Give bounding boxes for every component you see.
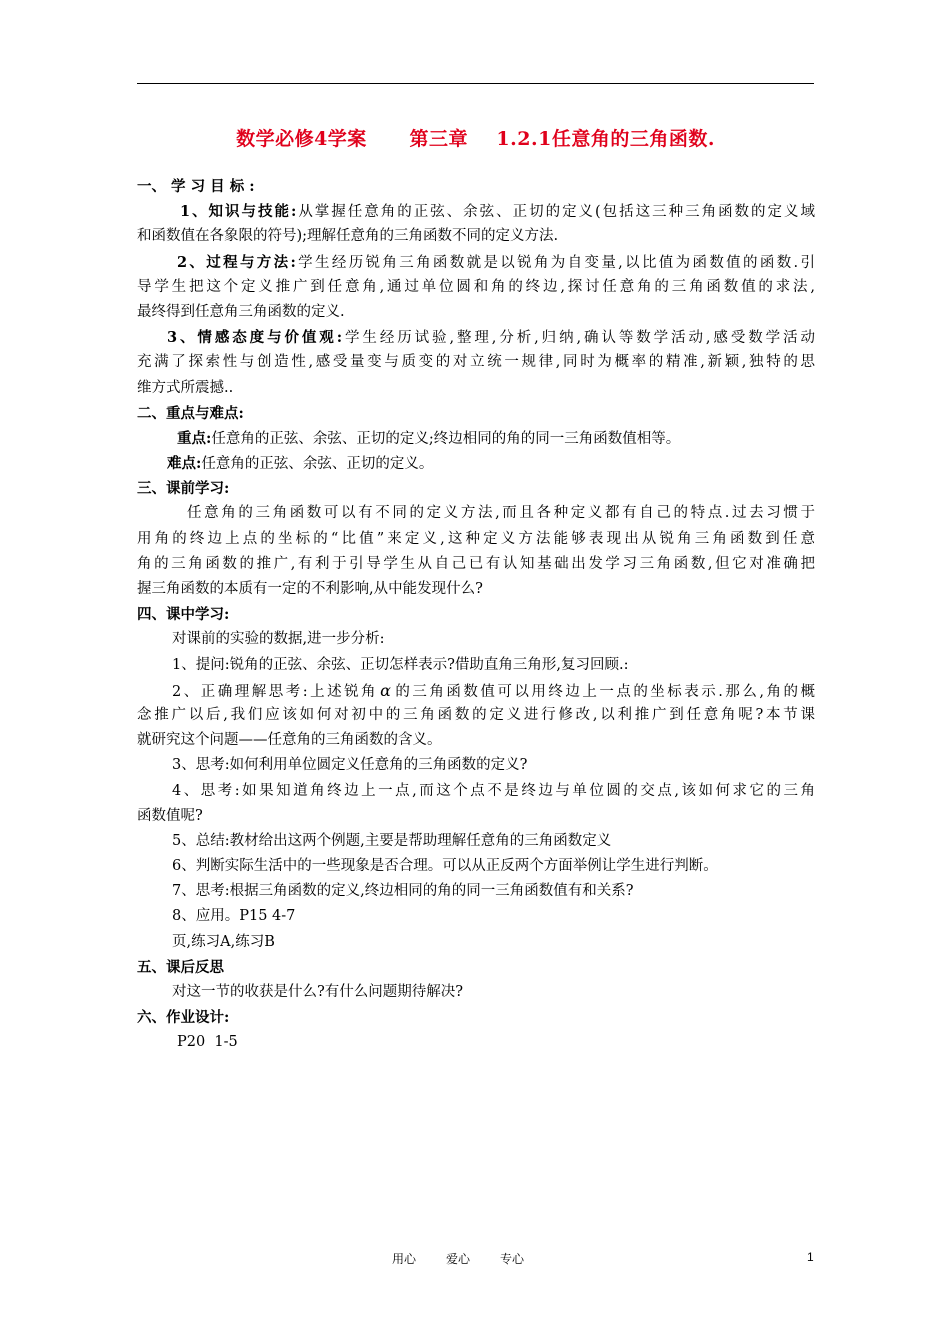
inclass-item-2-line-2: 念推广以后,我们应该如何对初中的三角函数的定义进行修改,以利推广到任意角呢?本节课 <box>137 706 815 723</box>
paragraph-process-line-2: 导学生把这个定义推广到任意角,通过单位圆和角的终边,探讨任意角的三角函数值的求法, <box>137 278 815 295</box>
difficulty-line <box>137 451 815 476</box>
inclass-item-2-line-3: 就研究这个问题——任意角的三角函数的含义。 <box>137 732 442 749</box>
inclass-item-8-line-2: 页,练习A,练习B <box>172 933 275 950</box>
text-item-2a: 2、正确理解思考:上述锐角 <box>172 683 379 700</box>
prestudy-line-3: 角的三角函数的推广,有利于引导学生从自己已有认知基础出发学习三角函数,但它对准确把 <box>137 555 815 572</box>
document-body <box>137 174 815 1056</box>
text-knowledge-1: 从掌握任意角的正弦、余弦、正切的定义(包括这三种三角函数的定义域 <box>296 204 815 221</box>
footer-word-2: 爱心 <box>446 1252 471 1266</box>
text-process-1: 学生经历锐角三角函数就是以锐角为自变量,以比值为函数值的函数.引 <box>295 254 815 271</box>
inclass-item-8: 8、应用。P15 4-7 <box>172 908 296 925</box>
text-difficulty: 任意角的正弦、余弦、正切的定义。 <box>201 456 434 473</box>
footer-word-3: 专心 <box>500 1252 525 1266</box>
paragraph-knowledge-line-2: 和函数值在各象限的符号);理解任意角的三角函数不同的定义方法. <box>137 228 559 245</box>
paragraph-attitude-line-1 <box>137 325 815 350</box>
section-heading-key-points: 二、重点与难点: <box>137 404 244 422</box>
inclass-intro: 对课前的实验的数据,进一步分析: <box>172 631 385 648</box>
prestudy-line-2: 用角的终边上点的坐标的“比值”来定义,这种定义方法能够表现出从锐角三角函数到任意 <box>137 530 815 547</box>
footer-word-1: 用心 <box>392 1252 417 1266</box>
paragraph-knowledge-line-1 <box>137 199 815 224</box>
inclass-item-7: 7、思考:根据三角函数的定义,终边相同的角的同一三角函数值有和关系? <box>172 883 634 900</box>
key-point-line <box>137 426 815 451</box>
page-number: 1 <box>807 1250 814 1264</box>
label-knowledge: 1、知识与技能: <box>180 203 297 221</box>
section-heading-homework: 六、作业设计: <box>137 1009 230 1027</box>
text-key: 任意角的正弦、余弦、正切的定义;终边相同的角的同一三角函数值相等。 <box>211 430 681 447</box>
inclass-item-5: 5、总结:教材给出这两个例题,主要是帮助理解任意角的三角函数定义 <box>172 832 612 849</box>
paragraph-attitude-line-3: 维方式所震撼.. <box>137 379 234 396</box>
label-process: 2、过程与方法: <box>177 253 296 271</box>
reflection-text: 对这一节的收获是什么?有什么问题期待解决? <box>172 984 464 1000</box>
label-key: 重点: <box>177 429 212 447</box>
header-rule <box>137 83 814 84</box>
section-heading-inclass: 四、课中学习: <box>137 606 230 624</box>
inclass-item-3: 3、思考:如何利用单位圆定义任意角的三角函数的定义? <box>172 757 528 774</box>
section-heading-prestudy: 三、课前学习: <box>137 480 230 498</box>
section-heading-objectives: 一、 学 习 目 标 : <box>137 178 255 195</box>
label-difficulty: 难点: <box>167 455 202 473</box>
inclass-item-4-line-2: 函数值呢? <box>137 807 203 824</box>
inclass-item-6: 6、判断实际生活中的一些现象是否合理。可以从正反两个方面举例让学生进行判断。 <box>172 858 718 875</box>
homework-text: P20 1-5 <box>177 1034 238 1051</box>
prestudy-line-4: 握三角函数的本质有一定的不利影响,从中能发现什么? <box>137 581 483 597</box>
alpha-symbol: α <box>380 680 391 700</box>
footer-motto <box>392 1250 554 1267</box>
prestudy-line-1: 任意角的三角函数可以有不同的定义方法,而且各种定义都有自己的特点.过去习惯于 <box>187 505 815 522</box>
paragraph-attitude-line-2: 充满了探索性与创造性,感受量变与质变的对立统一规律,同时为概率的精准,新颖,独特的思 <box>137 354 815 371</box>
inclass-item-2-line-1 <box>137 678 815 703</box>
section-heading-reflection: 五、课后反思 <box>137 958 224 976</box>
page-title: 数学必修4学案 第三章 1.2.1任意角的三角函数. <box>236 128 715 150</box>
inclass-item-1: 1、提问:锐角的正弦、余弦、正切怎样表示?借助直角三角形,复习回顾.: <box>172 656 629 673</box>
text-attitude-1: 学生经历试验,整理,分析,归纳,确认等数学活动,感受数学活动 <box>342 330 815 347</box>
inclass-item-4-line-1: 4、思考:如果知道角终边上一点,而这个点不是终边与单位圆的交点,该如何求它的三角 <box>172 782 815 799</box>
text-item-2b: 的三角函数值可以用终边上一点的坐标表示.那么,角的概 <box>392 683 815 700</box>
label-attitude: 3、情感态度与价值观: <box>167 329 343 347</box>
paragraph-process-line-1 <box>137 250 815 275</box>
paragraph-process-line-3: 最终得到任意角三角函数的定义. <box>137 303 345 320</box>
